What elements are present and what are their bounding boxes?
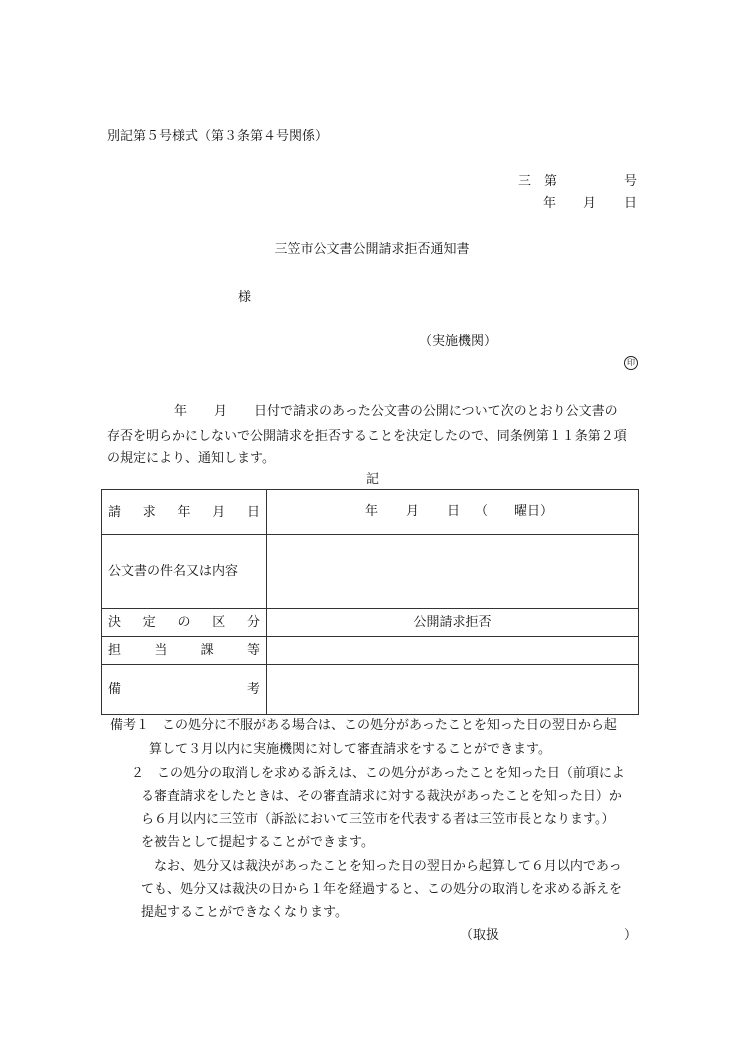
request-day: 日 [447,504,461,519]
request-weekday-open: （ [475,504,489,519]
body-line2: 存否を明らかにしないで公開請求を拒否することを決定したので、同条例第１１条第２項 [107,429,627,444]
label-char: 求 [142,504,156,520]
label-char: 当 [154,643,168,658]
ki-marker: 記 [366,472,380,487]
label-char: 課 [200,643,214,658]
body-line3: の規定により、通知します。 [107,451,275,466]
row-section [102,637,639,665]
decision-value: 公開請求拒否 [267,609,639,637]
note2-line2: る審査請求をしたときは、その審査請求に対する裁決があったことを知った日）か [141,789,622,804]
request-weekday: 曜日） [514,504,554,519]
note2-line4: を被告として提起することができます。 [141,835,374,850]
label-char: の [177,615,191,630]
label-char: 等 [246,643,260,658]
addressee-suffix: 様 [238,290,252,305]
section-label [102,637,267,665]
document-title: 三笠市公文書公開請求拒否通知書 [274,242,470,257]
label-char: 備 [108,682,122,697]
request-month: 月 [406,504,420,519]
body-month: 月 [214,404,228,419]
remarks-label [102,665,267,715]
label-char: 決 [108,615,122,630]
label-char: 分 [246,615,260,630]
note1-line1: 備考１ この処分に不服がある場合は、この処分があったことを知った日の翌日から起 [110,718,617,733]
document-number-prefix: 三 [518,174,532,189]
document-number-go: 号 [624,174,638,189]
handler-open: （取扱 [460,928,500,943]
issuer-label: （実施機関） [419,334,498,349]
issue-date-day: 日 [624,196,638,211]
section-value [267,637,639,665]
note2-line3: ら６月以内に三笠市（訴訟において三笠市を代表する者は三笠市長となります。） [141,812,615,827]
label-char: 区 [212,615,226,630]
issue-date-month: 月 [583,196,597,211]
notice-table [101,489,639,715]
request-date-value [267,490,639,535]
label-char: 定 [142,615,156,630]
row-remarks [102,665,639,715]
body-line1-text: 日付で請求のあった公文書の公開について次のとおり公文書の [254,404,618,419]
document-name-label: 公文書の件名又は内容 [102,535,267,609]
document-number-dai: 第 [544,174,558,189]
body-year: 年 [174,404,188,419]
form-identifier: 別記第５号様式（第３条第４号関係） [107,129,329,144]
label-char: 担 [108,643,122,658]
row-document-name [102,535,639,609]
issue-date-year: 年 [543,196,557,211]
note2-line1: ２ この処分の取消しを求める訴えは、この処分があったことを知った日（前項によ [131,766,625,781]
remarks-value [267,665,639,715]
request-year: 年 [365,504,379,519]
note3-line2: ても、処分又は裁決の日から１年を経過すると、この処分の取消しを求める訴えを [141,882,623,897]
note3-line1: なお、処分又は裁決があったことを知った日の翌日から起算して６月以内であっ [154,859,622,874]
decision-label [102,609,267,637]
seal-mark: 印 [624,356,638,370]
label-char: 日 [246,504,260,520]
row-decision [102,609,639,637]
label-char: 月 [212,504,226,520]
label-char: 年 [177,504,191,520]
note1-line2: 算して３月以内に実施機関に対して審査請求をすることができます。 [149,742,551,757]
label-char: 考 [246,682,260,697]
handler-close: ） [624,928,638,943]
label-char: 請 [108,504,122,520]
document-name-value [267,535,639,609]
request-date-label [102,490,267,535]
row-request-date [102,490,639,535]
note3-line3: 提起することができなくなります。 [141,905,348,920]
